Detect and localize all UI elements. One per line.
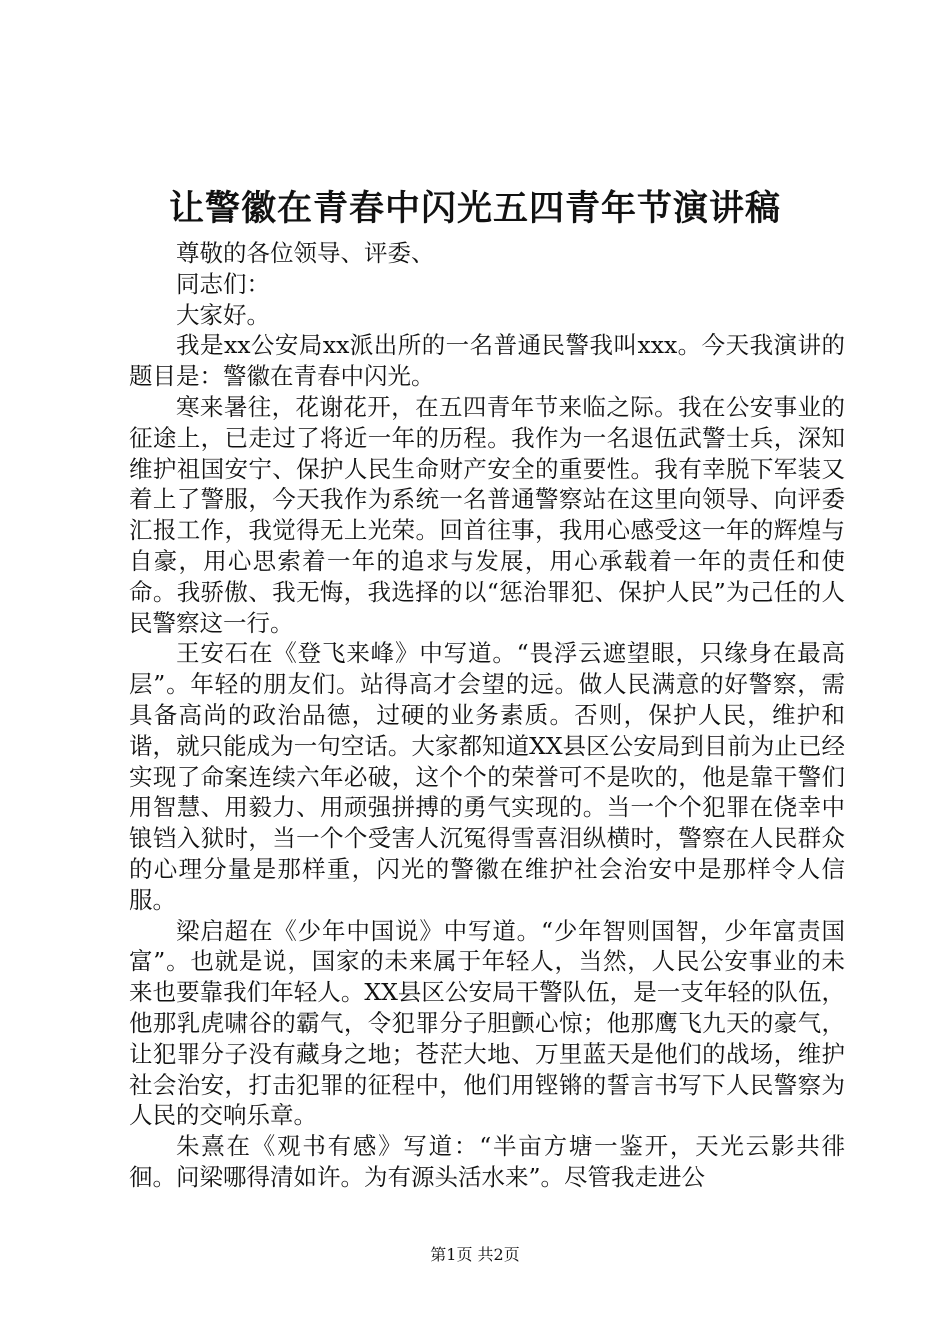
page-number-footer: 第1页 共2页 [430,1245,520,1264]
paragraph-greeting: 大家好。 [176,300,270,329]
paragraph: 王安石在《登飞来峰》中写道。“畏浮云遮望眼，只缘身在最高层”。年轻的朋友们。站得高才会望的远。做人民满意的好警察，需具备高尚的政治品德，过硬的业务素质。否则，保护人民，维护和谐，就只能成为一句空话。大家都知道XX县区公安局到目前为止已经实现了命案连续六年必破，这个个的荣誉可不是吹的，他是靠干警们用智慧、用毅力、用顽强拼搏的勇气实现的。当一个个犯罪在侥幸中锒铛入狱时，当一个个受害人沉冤得雪喜泪纵横时，警察在人民群众的心理分量是那样重，闪光的警徽在维护社会治安中是那样令人信服。 [129,639,845,914]
document-title: 让警徽在青春中闪光五四青年节演讲稿 [168,188,781,229]
paragraph-salutation-2: 同志们： [176,269,270,298]
paragraph: 寒来暑往，花谢花开，在五四青年节来临之际。我在公安事业的征途上，已走过了将近一年的历程。我作为一名退伍武警士兵，深知维护祖国安宁、保护人民生命财产安全的重要性。我有幸脱下军装又着上了警服，今天我作为系统一名普通警察站在这里向领导、向评委汇报工作，我觉得无上光荣。回首往事，我用心感受这一年的辉煌与自豪，用心思索着一年的追求与发展，用心承载着一年的责任和使命。我骄傲、我无悔，我选择的以“惩治罪犯、保护人民”为己任的人民警察这一行。 [129,392,845,637]
paragraph: 梁启超在《少年中国说》中写道。“少年智则国智，少年富责国富”。也就是说，国家的未来属于年轻人，当然，人民公安事业的未来也要靠我们年轻人。XX县区公安局干警队伍，是一支年轻的队伍，他那乳虎啸谷的霸气，令犯罪分子胆颤心惊；他那鹰飞九天的豪气，让犯罪分子没有藏身之地；苍茫大地、万里蓝天是他们的战场，维护社会治安，打击犯罪的征程中，他们用铿锵的誓言书写下人民警察为人民的交响乐章。 [129,916,845,1130]
document-body [129,238,845,1193]
paragraph-intro: 我是xx公安局xx派出所的一名普通民警我叫xxx。今天我演讲的题目是：警徽在青春中闪光。 [129,331,845,391]
paragraph: 朱熹在《观书有感》写道：“半亩方塘一鉴开，天光云影共徘徊。问梁哪得清如许。为有源头活水来”。尽管我走进公 [129,1132,845,1191]
paragraph-salutation: 尊敬的各位领导、评委、 [176,239,435,267]
